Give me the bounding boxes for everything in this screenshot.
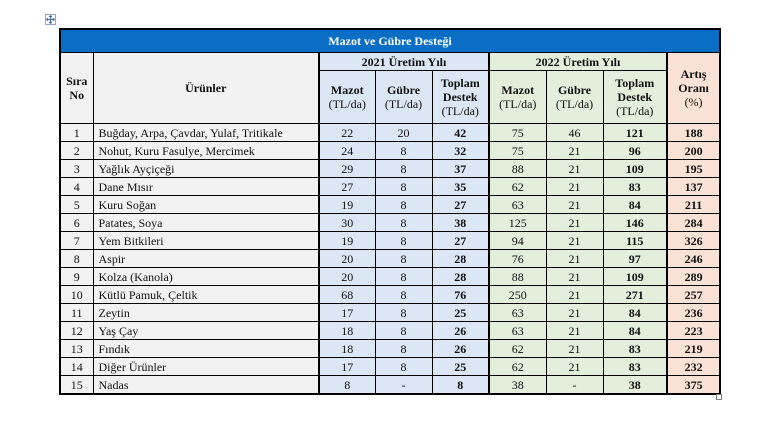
toplam-2021: 76 bbox=[432, 286, 489, 304]
toplam-2021: 27 bbox=[432, 232, 489, 250]
mazot-2022: 63 bbox=[489, 304, 546, 322]
row-number: 4 bbox=[60, 178, 93, 196]
table-row bbox=[60, 232, 720, 250]
table-row bbox=[60, 124, 720, 142]
artis-orani: 232 bbox=[667, 358, 720, 376]
toplam-2022: 96 bbox=[603, 142, 667, 160]
row-product: Kolza (Kanola) bbox=[93, 268, 319, 286]
mazot-2022: 250 bbox=[489, 286, 546, 304]
toplam-label: Toplam Destek bbox=[440, 76, 480, 104]
table-row bbox=[60, 178, 720, 196]
mazot-2021: 30 bbox=[319, 214, 375, 232]
mazot-2022: 88 bbox=[489, 268, 546, 286]
toplam-2021: 28 bbox=[432, 250, 489, 268]
artis-label: Artış Oranı bbox=[678, 67, 709, 95]
toplam-2022: 115 bbox=[603, 232, 667, 250]
artis-orani: 223 bbox=[667, 322, 720, 340]
row-number: 11 bbox=[60, 304, 93, 322]
unit-label: (TL/da) bbox=[384, 97, 423, 111]
gubre-2022: 21 bbox=[546, 304, 603, 322]
row-number: 2 bbox=[60, 142, 93, 160]
gubre-2021: 8 bbox=[375, 322, 432, 340]
toplam-2022: 83 bbox=[603, 178, 667, 196]
gubre-2022: 21 bbox=[546, 340, 603, 358]
mazot-2021: 29 bbox=[319, 160, 375, 178]
row-product: Nohut, Kuru Fasulye, Mercimek bbox=[93, 142, 319, 160]
mazot-2021: 20 bbox=[319, 250, 375, 268]
header-artis-orani bbox=[667, 53, 720, 124]
artis-orani: 195 bbox=[667, 160, 720, 178]
artis-orani: 137 bbox=[667, 178, 720, 196]
gubre-2022: 21 bbox=[546, 358, 603, 376]
toplam-2022: 38 bbox=[603, 376, 667, 395]
mazot-2022: 94 bbox=[489, 232, 546, 250]
row-number: 6 bbox=[60, 214, 93, 232]
gubre-label: Gübre bbox=[386, 83, 421, 97]
header-mazot-2022 bbox=[489, 71, 546, 124]
toplam-2021: 8 bbox=[432, 376, 489, 395]
gubre-2022: 21 bbox=[546, 142, 603, 160]
mazot-2021: 20 bbox=[319, 268, 375, 286]
mazot-2022: 62 bbox=[489, 178, 546, 196]
artis-orani: 188 bbox=[667, 124, 720, 142]
table-row bbox=[60, 250, 720, 268]
gubre-2021: 8 bbox=[375, 160, 432, 178]
gubre-2021: 8 bbox=[375, 268, 432, 286]
table-body bbox=[60, 124, 720, 395]
mazot-2021: 19 bbox=[319, 232, 375, 250]
mazot-2022: 62 bbox=[489, 340, 546, 358]
mazot-2022: 63 bbox=[489, 196, 546, 214]
toplam-2022: 84 bbox=[603, 196, 667, 214]
mazot-2022: 125 bbox=[489, 214, 546, 232]
header-gubre-2022 bbox=[546, 71, 603, 124]
mazot-2022: 75 bbox=[489, 124, 546, 142]
table-row bbox=[60, 268, 720, 286]
gubre-2021: 8 bbox=[375, 286, 432, 304]
artis-orani: 375 bbox=[667, 376, 720, 395]
header-toplam-2022 bbox=[603, 71, 667, 124]
table-row bbox=[60, 160, 720, 178]
gubre-2021: 8 bbox=[375, 340, 432, 358]
mazot-2022: 88 bbox=[489, 160, 546, 178]
gubre-2021: 8 bbox=[375, 142, 432, 160]
toplam-2022: 84 bbox=[603, 322, 667, 340]
row-number: 9 bbox=[60, 268, 93, 286]
table-row bbox=[60, 358, 720, 376]
mazot-2021: 27 bbox=[319, 178, 375, 196]
table-move-handle[interactable] bbox=[45, 14, 56, 25]
artis-orani: 246 bbox=[667, 250, 720, 268]
row-product: Yaş Çay bbox=[93, 322, 319, 340]
toplam-2021: 26 bbox=[432, 322, 489, 340]
mazot-2021: 19 bbox=[319, 196, 375, 214]
gubre-2021: 8 bbox=[375, 358, 432, 376]
gubre-2021: 8 bbox=[375, 196, 432, 214]
toplam-2021: 38 bbox=[432, 214, 489, 232]
gubre-2021: - bbox=[375, 376, 432, 395]
header-urunler: Ürünler bbox=[93, 53, 319, 124]
move-arrows-icon bbox=[46, 15, 55, 24]
mazot-2021: 17 bbox=[319, 304, 375, 322]
unit-label: (TL/da) bbox=[555, 97, 594, 111]
toplam-2021: 25 bbox=[432, 304, 489, 322]
table-row bbox=[60, 214, 720, 232]
toplam-2022: 109 bbox=[603, 268, 667, 286]
unit-label: (TL/da) bbox=[499, 97, 537, 111]
mazot-2021: 68 bbox=[319, 286, 375, 304]
mazot-2022: 75 bbox=[489, 142, 546, 160]
gubre-2022: 21 bbox=[546, 160, 603, 178]
table-resize-handle[interactable] bbox=[716, 394, 722, 400]
mazot-2021: 22 bbox=[319, 124, 375, 142]
toplam-2022: 271 bbox=[603, 286, 667, 304]
row-number: 12 bbox=[60, 322, 93, 340]
row-product: Yem Bitkileri bbox=[93, 232, 319, 250]
row-number: 8 bbox=[60, 250, 93, 268]
row-product: Diğer Ürünler bbox=[93, 358, 319, 376]
row-number: 1 bbox=[60, 124, 93, 142]
artis-orani: 200 bbox=[667, 142, 720, 160]
mazot-2021: 18 bbox=[319, 340, 375, 358]
row-number: 5 bbox=[60, 196, 93, 214]
toplam-label: Toplam Destek bbox=[615, 76, 655, 104]
support-table bbox=[59, 28, 721, 395]
row-product: Kütlü Pamuk, Çeltik bbox=[93, 286, 319, 304]
table-row bbox=[60, 196, 720, 214]
mazot-2021: 17 bbox=[319, 358, 375, 376]
toplam-2021: 42 bbox=[432, 124, 489, 142]
row-number: 14 bbox=[60, 358, 93, 376]
row-product: Nadas bbox=[93, 376, 319, 395]
gubre-2022: 21 bbox=[546, 322, 603, 340]
artis-unit: (%) bbox=[684, 95, 703, 109]
row-product: Fındık bbox=[93, 340, 319, 358]
toplam-2021: 25 bbox=[432, 358, 489, 376]
toplam-2022: 97 bbox=[603, 250, 667, 268]
toplam-2021: 26 bbox=[432, 340, 489, 358]
row-number: 7 bbox=[60, 232, 93, 250]
toplam-2021: 37 bbox=[432, 160, 489, 178]
table-row bbox=[60, 286, 720, 304]
row-product: Patates, Soya bbox=[93, 214, 319, 232]
toplam-2021: 28 bbox=[432, 268, 489, 286]
gubre-label: Gübre bbox=[557, 83, 592, 97]
gubre-2021: 8 bbox=[375, 232, 432, 250]
mazot-2022: 63 bbox=[489, 322, 546, 340]
unit-label: (TL/da) bbox=[616, 104, 654, 118]
table-row bbox=[60, 304, 720, 322]
header-mazot-2021 bbox=[319, 71, 375, 124]
artis-orani: 219 bbox=[667, 340, 720, 358]
mazot-2021: 8 bbox=[319, 376, 375, 395]
row-product: Zeytin bbox=[93, 304, 319, 322]
artis-orani: 284 bbox=[667, 214, 720, 232]
toplam-2022: 83 bbox=[603, 358, 667, 376]
table-row bbox=[60, 322, 720, 340]
artis-orani: 257 bbox=[667, 286, 720, 304]
gubre-2022: 21 bbox=[546, 268, 603, 286]
header-year-2022: 2022 Üretim Yılı bbox=[489, 53, 667, 71]
unit-label: (TL/da) bbox=[328, 97, 366, 111]
header-year-2021: 2021 Üretim Yılı bbox=[319, 53, 489, 71]
row-number: 3 bbox=[60, 160, 93, 178]
row-product: Buğday, Arpa, Çavdar, Yulaf, Tritikale bbox=[93, 124, 319, 142]
gubre-2022: 21 bbox=[546, 286, 603, 304]
toplam-2022: 109 bbox=[603, 160, 667, 178]
gubre-2022: 21 bbox=[546, 232, 603, 250]
gubre-2021: 8 bbox=[375, 304, 432, 322]
header-toplam-2021 bbox=[432, 71, 489, 124]
toplam-2022: 83 bbox=[603, 340, 667, 358]
mazot-2021: 24 bbox=[319, 142, 375, 160]
artis-orani: 289 bbox=[667, 268, 720, 286]
toplam-2022: 146 bbox=[603, 214, 667, 232]
row-product: Aspir bbox=[93, 250, 319, 268]
toplam-2022: 84 bbox=[603, 304, 667, 322]
row-product: Kuru Soğan bbox=[93, 196, 319, 214]
row-product: Dane Mısır bbox=[93, 178, 319, 196]
gubre-2022: - bbox=[546, 376, 603, 395]
mazot-2021: 18 bbox=[319, 322, 375, 340]
mazot-label: Mazot bbox=[330, 83, 364, 97]
artis-orani: 236 bbox=[667, 304, 720, 322]
gubre-2021: 20 bbox=[375, 124, 432, 142]
mazot-2022: 62 bbox=[489, 358, 546, 376]
gubre-2022: 21 bbox=[546, 196, 603, 214]
row-product: Yağlık Ayçiçeği bbox=[93, 160, 319, 178]
toplam-2021: 32 bbox=[432, 142, 489, 160]
toplam-2021: 35 bbox=[432, 178, 489, 196]
artis-orani: 211 bbox=[667, 196, 720, 214]
gubre-2021: 8 bbox=[375, 178, 432, 196]
gubre-2022: 21 bbox=[546, 214, 603, 232]
row-number: 10 bbox=[60, 286, 93, 304]
mazot-2022: 38 bbox=[489, 376, 546, 395]
table-row bbox=[60, 376, 720, 395]
gubre-2021: 8 bbox=[375, 214, 432, 232]
mazot-label: Mazot bbox=[501, 83, 535, 97]
mazot-2022: 76 bbox=[489, 250, 546, 268]
table-row bbox=[60, 142, 720, 160]
header-sira-no: Sıra No bbox=[60, 53, 93, 124]
gubre-2022: 21 bbox=[546, 250, 603, 268]
unit-label: (TL/da) bbox=[441, 104, 479, 118]
gubre-2022: 46 bbox=[546, 124, 603, 142]
table-title: Mazot ve Gübre Desteği bbox=[60, 29, 720, 53]
toplam-2022: 121 bbox=[603, 124, 667, 142]
gubre-2022: 21 bbox=[546, 178, 603, 196]
table-row bbox=[60, 340, 720, 358]
gubre-2021: 8 bbox=[375, 250, 432, 268]
toplam-2021: 27 bbox=[432, 196, 489, 214]
artis-orani: 326 bbox=[667, 232, 720, 250]
header-gubre-2021 bbox=[375, 71, 432, 124]
row-number: 15 bbox=[60, 376, 93, 395]
row-number: 13 bbox=[60, 340, 93, 358]
